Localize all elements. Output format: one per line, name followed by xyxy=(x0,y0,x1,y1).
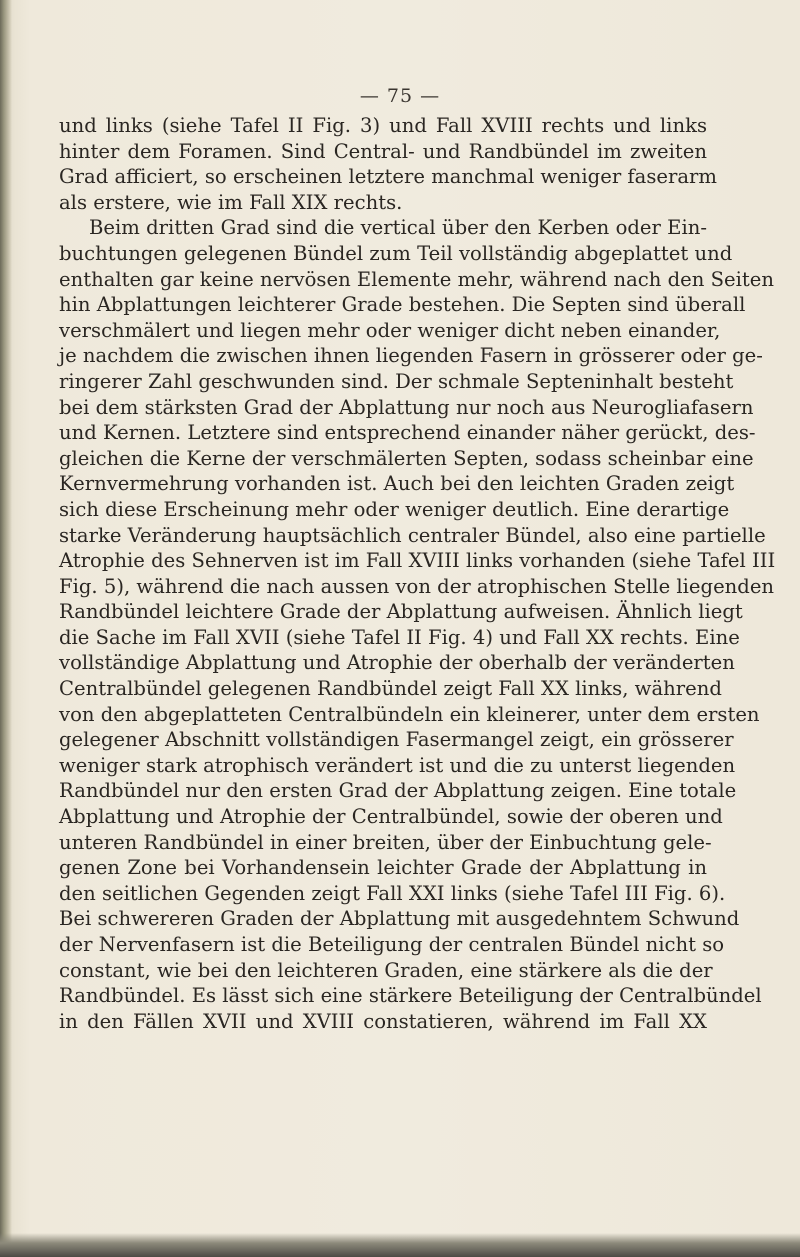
text-line: Abplattung und Atrophie der Centralbündel, sowie der oberen und xyxy=(59,805,723,829)
text-line: gleichen die Kerne der verschmälerten Septen, sodass scheinbar eine xyxy=(59,446,754,470)
text-line: in den Fällen XVII und XVIII constatieren, während im Fall XX xyxy=(59,1009,707,1033)
text-line: Kernvermehrung vorhanden ist. Auch bei den leichten Graden zeigt xyxy=(59,472,735,496)
text-line: Centralbündel gelegenen Randbündel zeigt Fall XX links, während xyxy=(59,677,722,701)
text-line: Bei schwereren Graden der Abplattung mit ausgedehntem Schwund xyxy=(59,907,740,931)
body-text xyxy=(59,113,776,1034)
text-line: gelegener Abschnitt vollständigen Fasermangel zeigt, ein grösserer xyxy=(59,728,734,752)
text-line: starke Veränderung hauptsächlich centraler Bündel, also eine partielle xyxy=(59,523,766,547)
text-line: der Nervenfasern ist die Beteiligung der centralen Bündel nicht so xyxy=(59,933,725,956)
text-line: Grad afficiert, so erscheinen letztere manchmal weniger faserarm xyxy=(59,165,717,189)
text-line: verschmälert und liegen mehr oder weniger dicht neben einander, xyxy=(59,318,721,342)
text-line: Randbündel leichtere Grade der Abplattung aufweisen. Ähnlich liegt xyxy=(59,600,743,624)
page-bottom-edge xyxy=(0,1233,800,1257)
text-line: und Kernen. Letztere sind entsprechend einander näher gerückt, des- xyxy=(59,421,756,445)
text-line: bei dem stärksten Grad der Abplattung nur noch aus Neurogliafasern xyxy=(59,395,754,419)
text-line: hin Abplattungen leichterer Grade bestehen. Die Septen sind überall xyxy=(59,293,746,317)
text-line: je nachdem die zwischen ihnen liegenden Fasern in grösserer oder ge- xyxy=(59,344,763,368)
text-line: weniger stark atrophisch verändert ist und die zu unterst liegenden xyxy=(59,753,736,777)
text-line: den seitlichen Gegenden zeigt Fall XXI links (siehe Tafel III Fig. 6). xyxy=(59,881,726,905)
text-line: Beim dritten Grad sind die vertical über den Kerben oder Ein- xyxy=(89,216,707,240)
page-number: — 75 — xyxy=(359,85,441,107)
text-line: Randbündel nur den ersten Grad der Abplattung zeigen. Eine totale xyxy=(59,779,737,803)
text-line: unteren Randbündel in einer breiten, über der Einbuchtung gele- xyxy=(59,830,712,854)
text-line: buchtungen gelegenen Bündel zum Teil vollständig abgeplattet und xyxy=(59,241,733,265)
text-line: Randbündel. Es lässt sich eine stärkere Beteiligung der Centralbündel xyxy=(59,984,762,1008)
text-line: hinter dem Foramen. Sind Central- und Randbündel im zweiten xyxy=(59,139,707,163)
text-line: enthalten gar keine nervösen Elemente mehr, während nach den Seiten xyxy=(59,267,774,291)
text-line: Fig. 5), während die nach aussen von der atrophischen Stelle liegenden xyxy=(59,574,775,598)
text-line: Atrophie des Sehnerven ist im Fall XVIII links vorhanden (siehe Tafel III xyxy=(59,549,776,573)
text-line: sich diese Erscheinung mehr oder weniger deutlich. Eine derartige xyxy=(59,497,730,521)
text-line: und links (siehe Tafel II Fig. 3) und Fall XVIII rechts und links xyxy=(59,114,707,137)
text-line: constant, wie bei den leichteren Graden, eine stärkere als die der xyxy=(59,958,713,982)
text-line: ringerer Zahl geschwunden sind. Der schmale Septeninhalt besteht xyxy=(59,369,734,393)
text-line: genen Zone bei Vorhandensein leichter Grade der Abplattung in xyxy=(59,856,707,880)
text-line: die Sache im Fall XVII (siehe Tafel II Fig. 4) und Fall XX rechts. Eine xyxy=(59,625,740,649)
text-line: vollständige Abplattung und Atrophie der oberhalb der veränderten xyxy=(59,651,735,675)
text-line: als erstere, wie im Fall XIX rechts. xyxy=(59,190,403,214)
book-spine-shadow xyxy=(0,0,12,1257)
text-line: von den abgeplatteten Centralbündeln ein kleinerer, unter dem ersten xyxy=(59,702,760,726)
